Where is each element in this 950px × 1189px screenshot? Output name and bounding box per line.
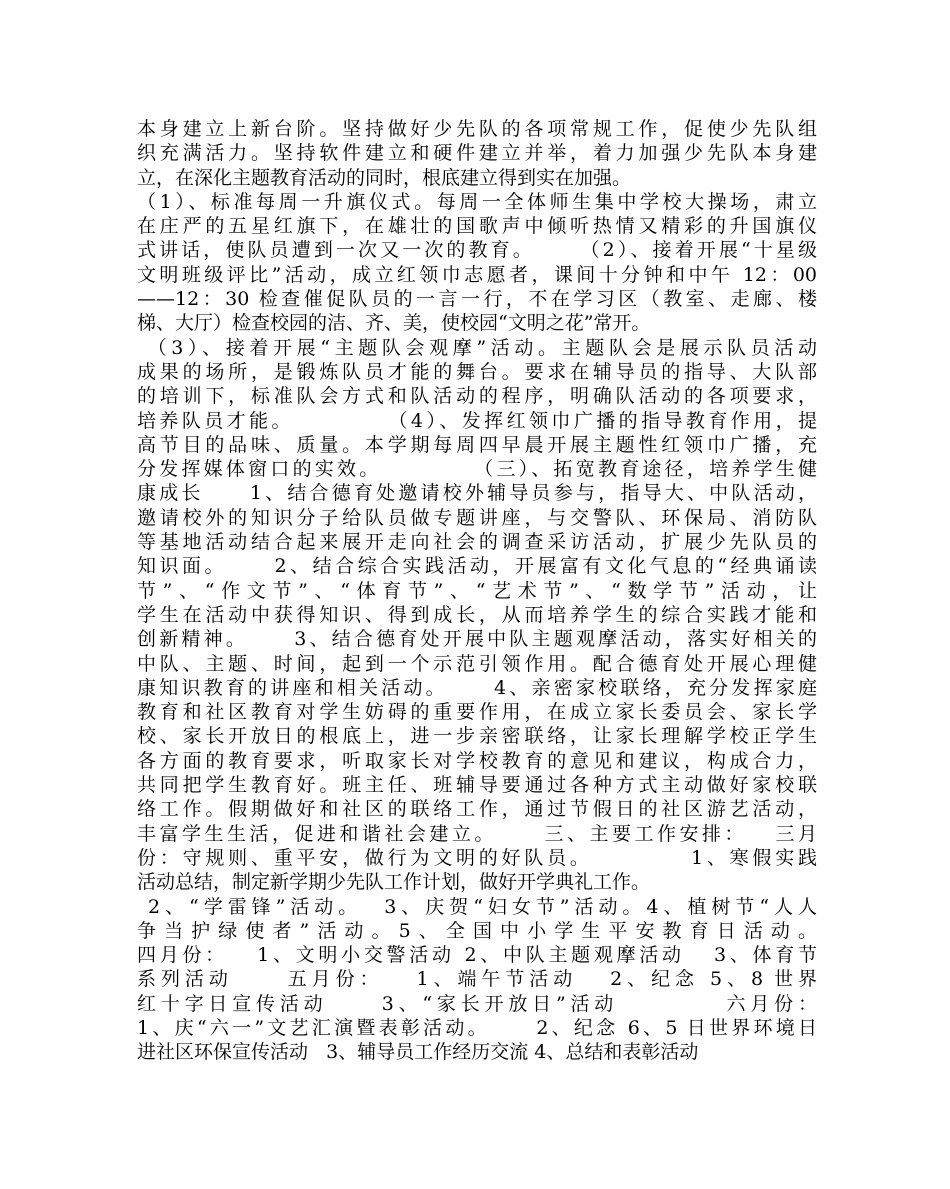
text-line: 知识面。 2、结合综合实践活动，开展富有文化气息的“经典诵读 — [137, 555, 817, 578]
text-line: 教育和社区教育对学生妨碍的重要作用，在成立家长委员会、家长学 — [137, 701, 817, 724]
text-line: 进社区环保宣传活动 3、辅导员工作经历交流 4、总结和表彰活动 — [137, 1041, 699, 1064]
text-line: 节”、“作文节”、“体育节”、“艺术节”、“数学节”活动，让 — [137, 579, 817, 602]
text-line: 各方面的教育要求，听取家长对学校教育的意见和建议，构成合力， — [137, 749, 817, 772]
text-line: 校、家长开放日的根底上，进一步亲密联络，让家长理解学校正学生 — [137, 725, 817, 748]
text-line: 络工作。假期做好和社区的联络工作，通过节假日的社区游艺活动， — [137, 798, 817, 821]
text-line: 高节目的品味、质量。本学期每周四早晨开展主题性红领巾广播，充 — [137, 433, 817, 456]
text-line: 康成长 1、结合德育处邀请校外辅导员参与，指导大、中队活动， — [137, 482, 817, 505]
text-line: 四月份： 1、文明小交警活动 2、中队主题观摩活动 3、体育节 — [137, 944, 817, 967]
text-line: 本身建立上新台阶。坚持做好少先队的各项常规工作，促使少先队组 — [137, 118, 817, 140]
text-line: 邀请校外的知识分子给队员做专题讲座，与交警队、环保局、消防队 — [137, 506, 817, 529]
text-line: 在庄严的五星红旗下，在雄壮的国歌声中倾听热情又精彩的升国旗仪 — [137, 215, 817, 238]
text-line: 等基地活动结合起来展开走向社会的调查采访活动，扩展少先队员的 — [137, 531, 817, 554]
text-line: ——12：30 检查催促队员的一言一行，不在学习区（教室、走廊、楼 — [137, 288, 817, 311]
text-line: 活动总结，制定新学期少先队工作计划，做好开学典礼工作。 — [137, 871, 651, 894]
text-line: （1）、标准每周一升旗仪式。每周一全体师生集中学校大操场，肃立 — [137, 190, 817, 213]
text-line: 文明班级评比”活动，成立红领巾志愿者，课间十分钟和中午 12：00 — [137, 263, 817, 286]
text-line: 创新精神。 3、结合德育处开展中队主题观摩活动，落实好相关的 — [137, 628, 817, 651]
text-line: 学生在活动中获得知识、得到成长，从而培养学生的综合实践才能和 — [137, 603, 817, 626]
text-line: 立，在深化主题教育活动的同时，根底建立得到实在加强。 — [137, 166, 632, 189]
text-line: （3）、接着开展“主题队会观摩”活动。主题队会是展示队员活动 — [137, 336, 817, 359]
text-line: 争当护绿使者”活动。5、全国中小学生平安教育日活动。 — [137, 919, 817, 942]
text-line: 的培训下，标准队会方式和队活动的程序，明确队活动的各项要求， — [137, 385, 817, 408]
text-line: 系列活动 五月份： 1、端午节活动 2、纪念 5、8 世界 — [137, 968, 817, 991]
text-line: 中队、主题、时间，起到一个示范引领作用。配合德育处开展心理健 — [137, 652, 817, 675]
document-body-text — [137, 117, 817, 1065]
text-line: 织充满活力。坚持软件建立和硬件建立并举，着力加强少先队本身建 — [137, 142, 817, 165]
text-line: 份：守规则、重平安，做行为文明的好队员。 1、寒假实践 — [137, 846, 817, 869]
text-line: 分发挥媒体窗口的实效。 （三）、拓宽教育途径，培养学生健 — [137, 458, 817, 481]
text-line: 1、庆“六一”文艺汇演暨表彰活动。 2、纪念 6、5 日世界环境日 — [137, 1016, 817, 1039]
text-line: 共同把学生教育好。班主任、班辅导要通过各种方式主动做好家校联 — [137, 774, 817, 797]
text-line: 红十字日宣传活动 3、“家长开放日”活动 六月份： — [137, 992, 817, 1015]
text-line: 康知识教育的讲座和相关活动。 4、亲密家校联络，充分发挥家庭 — [137, 676, 817, 699]
text-line: 梯、大厅）检查校园的洁、齐、美，使校园“文明之花”常开。 — [137, 312, 651, 335]
text-line: 培养队员才能。 （4）、发挥红领巾广播的指导教育作用，提 — [137, 409, 817, 432]
text-line: 式讲话，使队员遭到一次又一次的教育。 （2）、接着开展“十星级 — [137, 239, 817, 262]
text-line: 丰富学生生活，促进和谐社会建立。 三、主要工作安排： 三月 — [137, 822, 817, 845]
text-line: 成果的场所，是锻炼队员才能的舞台。要求在辅导员的指导、大队部 — [137, 360, 817, 383]
text-line: 2、“学雷锋”活动。 3、庆贺“妇女节”活动。4、植树节“人人 — [137, 895, 817, 918]
